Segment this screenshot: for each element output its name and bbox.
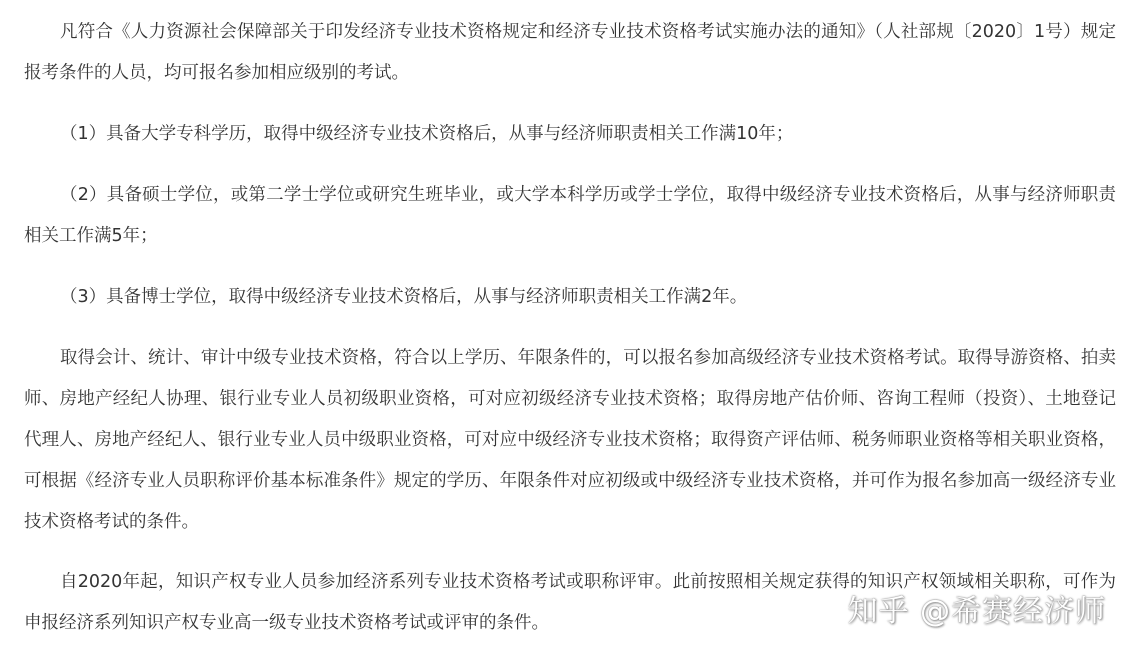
paragraph-condition-3: （3）具备博士学位，取得中级经济专业技术资格后，从事与经济师职责相关工作满2年。	[60, 287, 748, 307]
paragraph-intellectual-property: 自2020年起，知识产权专业人员参加经济系列专业技术资格考试或职称评审。此前按照相关规定获得的知识产权领域相关职称，可作为申报经济系列知识产权专业高一级专业技术资格考试或评审的条件。	[24, 572, 1116, 633]
zhihu-watermark: 知乎 @希赛经济师	[847, 594, 1106, 629]
paragraph-equivalent-qualifications: 取得会计、统计、审计中级专业技术资格，符合以上学历、年限条件的，可以报名参加高级经济专业技术资格考试。取得导游资格、拍卖师、房地产经纪人协理、银行业专业人员初级职业资格，可对应初级经济专业技术资格；取得房地产估价师、咨询工程师（投资）、土地登记代理人、房地产经纪人、银行业专业人员中级职业资格，可对应中级经济专业技术资格；取得资产评估师、税务师职业资格等相关职业资格，可根据《经济专业人员职称评价基本标准条件》规定的学历、年限条件对应初级或中级经济专业技术资格，并可作为报名参加高一级经济专业技术资格考试的条件。	[24, 348, 1116, 532]
paragraph-condition-1: （1）具备大学专科学历，取得中级经济专业技术资格后，从事与经济师职责相关工作满10年；	[60, 124, 794, 144]
paragraph-condition-2: （2）具备硕士学位，或第二学士学位或研究生班毕业，或大学本科学历或学士学位，取得中级经济专业技术资格后，从事与经济师职责相关工作满5年；	[24, 185, 1116, 246]
paragraph-eligibility-intro: 凡符合《人力资源社会保障部关于印发经济专业技术资格规定和经济专业技术资格考试实施办法的通知》（人社部规〔2020〕1号）规定报考条件的人员，均可报名参加相应级别的考试。	[24, 22, 1116, 83]
